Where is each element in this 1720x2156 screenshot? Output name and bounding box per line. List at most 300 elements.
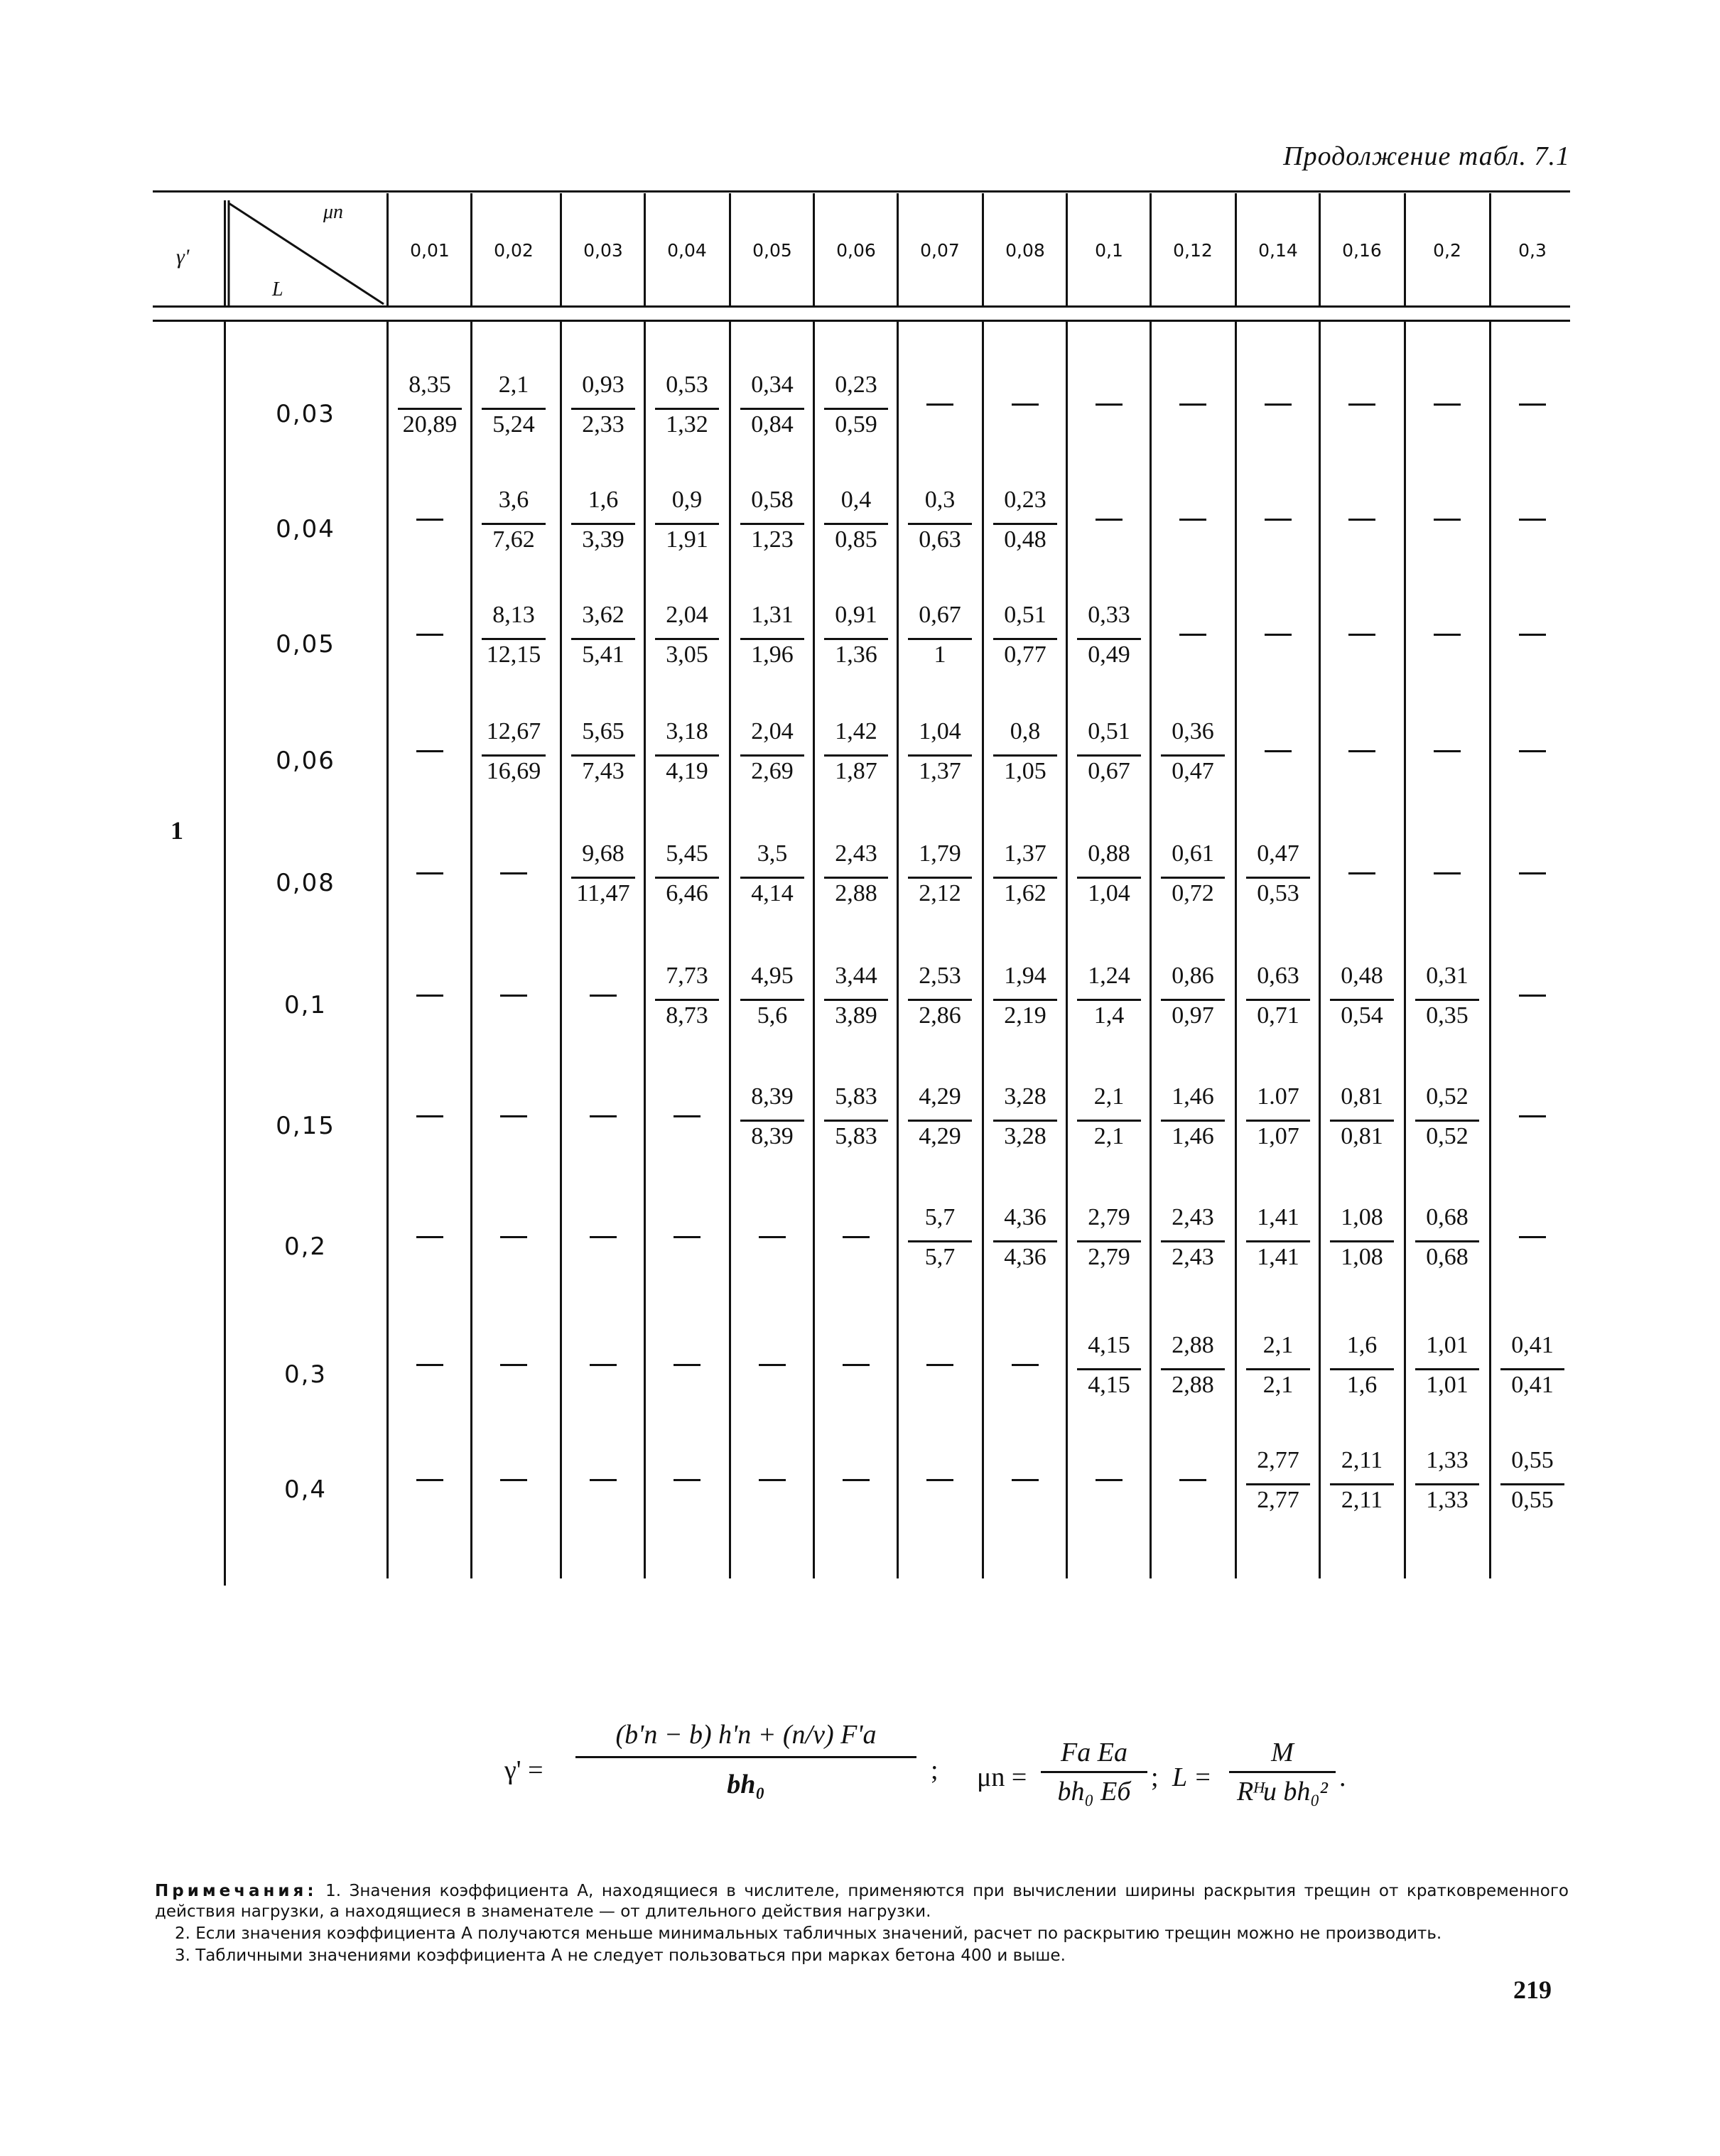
cell-numerator: 0,91 <box>835 602 877 628</box>
cell-fraction-bar <box>1161 1240 1225 1242</box>
empty-dash <box>416 519 443 521</box>
cell-fraction-bar <box>482 638 546 640</box>
cell-denominator: 2,19 <box>1004 1002 1046 1029</box>
table-cell <box>898 715 982 800</box>
table-cell <box>561 368 645 453</box>
cell-numerator: 3,6 <box>498 487 529 513</box>
empty-dash <box>926 1364 953 1366</box>
table-cell <box>898 837 982 922</box>
cell-fraction-bar <box>740 638 804 640</box>
cell-numerator: 0,31 <box>1426 963 1469 989</box>
table-cell <box>1236 1201 1320 1286</box>
cell-fraction-bar <box>1077 1120 1141 1122</box>
column-rule <box>224 321 226 1586</box>
table-cell <box>1320 1328 1404 1414</box>
cell-fraction-bar <box>993 754 1057 757</box>
empty-dash <box>1434 403 1461 406</box>
table-cell <box>1405 1080 1489 1165</box>
table-cell <box>1151 1443 1235 1529</box>
cell-numerator: 1,37 <box>1004 840 1046 867</box>
cell-numerator: 1,01 <box>1426 1332 1469 1358</box>
L-fraction-bar <box>1229 1771 1336 1773</box>
empty-dash <box>416 1236 443 1238</box>
cell-numerator: 7,73 <box>666 963 708 989</box>
table-cell <box>814 483 898 568</box>
note-3: 3. Табличными значениями коэффициента A не следует пользоваться при марках бетона 400 и выше. <box>175 1946 1066 1965</box>
cell-numerator: 4,29 <box>919 1083 961 1110</box>
table-cell <box>1151 1080 1235 1165</box>
cell-fraction-bar <box>1246 1483 1310 1485</box>
mu-lhs: μn = <box>977 1762 1027 1792</box>
cell-denominator: 3,89 <box>835 1002 877 1029</box>
table-cell <box>814 598 898 683</box>
cell-denominator: 0,81 <box>1341 1123 1383 1149</box>
empty-dash <box>1519 403 1546 406</box>
cell-denominator: 0,52 <box>1426 1123 1469 1149</box>
table-cell <box>1320 715 1404 800</box>
cell-numerator: 2,04 <box>666 602 708 628</box>
table-cell <box>1491 959 1574 1044</box>
cell-numerator: 1,42 <box>835 718 877 744</box>
column-rule <box>1150 193 1152 305</box>
cell-fraction-bar <box>1077 1240 1141 1242</box>
corner-diagonal <box>226 200 386 307</box>
column-header: 0,08 <box>1005 240 1045 261</box>
empty-dash <box>500 1479 527 1481</box>
cell-fraction-bar <box>482 408 546 410</box>
empty-dash <box>1348 403 1375 406</box>
cell-denominator: 0,47 <box>1172 758 1214 784</box>
table-cell <box>814 959 898 1044</box>
table-cell <box>814 715 898 800</box>
cell-denominator: 1,23 <box>751 526 794 553</box>
cell-numerator: 0,47 <box>1257 840 1299 867</box>
table-cell <box>472 598 556 683</box>
empty-dash <box>1012 1364 1039 1366</box>
empty-dash <box>500 995 527 997</box>
cell-denominator: 1,6 <box>1346 1372 1378 1398</box>
table-cell <box>730 837 814 922</box>
cell-denominator: 0,55 <box>1511 1487 1554 1513</box>
L-lhs: L = <box>1172 1762 1212 1792</box>
notes <box>155 1881 1569 1968</box>
cell-numerator: 0,4 <box>840 487 872 513</box>
cell-numerator: 2,1 <box>1262 1332 1294 1358</box>
cell-denominator: 0,53 <box>1257 880 1299 906</box>
table-cell <box>388 1328 472 1414</box>
column-rule <box>982 193 984 305</box>
table-cell <box>1236 837 1320 922</box>
row-label-L: 0,15 <box>276 1112 335 1140</box>
cell-fraction-bar <box>824 1120 888 1122</box>
cell-denominator: 7,43 <box>582 758 624 784</box>
cell-denominator: 0,77 <box>1004 641 1046 668</box>
cell-numerator: 1.07 <box>1257 1083 1299 1110</box>
empty-dash <box>674 1236 701 1238</box>
table-cell <box>1067 959 1151 1044</box>
table-cell <box>1491 1328 1574 1414</box>
table-cell <box>1320 837 1404 922</box>
table-cell <box>983 598 1067 683</box>
empty-dash <box>1519 519 1546 521</box>
empty-dash <box>759 1479 786 1481</box>
cell-denominator: 1,05 <box>1004 758 1046 784</box>
cell-denominator: 0,48 <box>1004 526 1046 553</box>
cell-numerator: 3,62 <box>582 602 624 628</box>
cell-denominator: 1,01 <box>1426 1372 1469 1398</box>
cell-denominator: 0,71 <box>1257 1002 1299 1029</box>
cell-fraction-bar <box>1246 877 1310 879</box>
cell-denominator: 11,47 <box>576 880 630 906</box>
cell-fraction-bar <box>398 408 462 410</box>
table-cell <box>388 598 472 683</box>
table-cell <box>814 837 898 922</box>
table-cell <box>1320 483 1404 568</box>
cell-denominator: 0,54 <box>1341 1002 1383 1029</box>
table-cell <box>1320 1201 1404 1286</box>
column-header: 0,07 <box>920 240 960 261</box>
cell-numerator: 12,67 <box>486 718 541 744</box>
table-cell <box>814 368 898 453</box>
cell-denominator: 8,73 <box>666 1002 708 1029</box>
table-cell <box>1067 1201 1151 1286</box>
cell-denominator: 2,79 <box>1088 1244 1130 1270</box>
empty-dash <box>1012 403 1039 406</box>
cell-numerator: 0,63 <box>1257 963 1299 989</box>
table-cell <box>645 1328 729 1414</box>
empty-dash <box>416 750 443 752</box>
separator-2: ; <box>1151 1762 1159 1792</box>
empty-dash <box>590 1115 617 1117</box>
table-cell <box>1491 837 1574 922</box>
cell-fraction-bar <box>571 408 635 410</box>
table-cell <box>1320 1443 1404 1529</box>
cell-fraction-bar <box>1161 877 1225 879</box>
cell-fraction-bar <box>740 877 804 879</box>
notes-label: Примечания: <box>155 1882 318 1900</box>
cell-fraction-bar <box>1330 1368 1394 1370</box>
cell-numerator: 8,39 <box>751 1083 794 1110</box>
empty-dash <box>1265 634 1292 636</box>
table-cell <box>472 368 556 453</box>
empty-dash <box>1519 750 1546 752</box>
cell-denominator: 1,91 <box>666 526 708 553</box>
cell-numerator: 0,36 <box>1172 718 1214 744</box>
cell-denominator: 2,43 <box>1172 1244 1214 1270</box>
table-cell <box>561 598 645 683</box>
table-cell <box>561 1080 645 1165</box>
cell-numerator: 0,53 <box>666 372 708 398</box>
cell-denominator: 3,39 <box>582 526 624 553</box>
formula <box>405 1705 1346 1833</box>
cell-denominator: 2,77 <box>1257 1487 1299 1513</box>
cell-numerator: 9,68 <box>582 840 624 867</box>
cell-numerator: 0,23 <box>1004 487 1046 513</box>
cell-fraction-bar <box>1161 754 1225 757</box>
cell-fraction-bar <box>1077 754 1141 757</box>
cell-fraction-bar <box>908 523 972 525</box>
cell-denominator: 1,4 <box>1093 1002 1125 1029</box>
column-rule <box>644 193 646 305</box>
empty-dash <box>1179 519 1206 521</box>
cell-numerator: 0,8 <box>1010 718 1041 744</box>
cell-numerator: 1,6 <box>588 487 619 513</box>
column-header: 0,12 <box>1173 240 1213 261</box>
table-cell <box>814 1201 898 1286</box>
cell-numerator: 4,36 <box>1004 1204 1046 1230</box>
mu-denominator: bh₀ Eб <box>1057 1777 1131 1806</box>
table-cell <box>983 1328 1067 1414</box>
table-cell <box>1236 368 1320 453</box>
cell-numerator: 3,5 <box>757 840 788 867</box>
table-cell <box>730 1080 814 1165</box>
column-rule <box>729 193 731 305</box>
cell-numerator: 2,1 <box>1093 1083 1125 1110</box>
column-header: 0,02 <box>494 240 534 261</box>
cell-denominator: 0,35 <box>1426 1002 1469 1029</box>
cell-fraction-bar <box>655 754 719 757</box>
cell-fraction-bar <box>1246 1120 1310 1122</box>
empty-dash <box>1519 995 1546 997</box>
table-cell <box>645 1080 729 1165</box>
cell-numerator: 0,88 <box>1088 840 1130 867</box>
empty-dash <box>1265 750 1292 752</box>
cell-denominator: 1,41 <box>1257 1244 1299 1270</box>
table-cell <box>1405 837 1489 922</box>
table-cell <box>388 483 472 568</box>
table-cell <box>472 1328 556 1414</box>
cell-denominator: 6,46 <box>666 880 708 906</box>
column-header: 0,2 <box>1433 240 1461 261</box>
cell-denominator: 8,39 <box>751 1123 794 1149</box>
table-cell <box>1236 1443 1320 1529</box>
table-cell <box>388 959 472 1044</box>
cell-numerator: 2,43 <box>835 840 877 867</box>
table-cell <box>1405 715 1489 800</box>
table-cell <box>1236 959 1320 1044</box>
cell-numerator: 0,41 <box>1511 1332 1554 1358</box>
column-header: 0,3 <box>1518 240 1547 261</box>
cell-fraction-bar <box>571 638 635 640</box>
cell-fraction-bar <box>1077 638 1141 640</box>
cell-numerator: 0,34 <box>751 372 794 398</box>
table-cell <box>898 1328 982 1414</box>
table-cell <box>1067 1328 1151 1414</box>
table-top-rule <box>153 190 1570 193</box>
row-label-L: 0,04 <box>276 515 335 543</box>
cell-numerator: 3,28 <box>1004 1083 1046 1110</box>
cell-numerator: 0,52 <box>1426 1083 1469 1110</box>
cell-numerator: 3,44 <box>835 963 877 989</box>
formula-end: . <box>1339 1762 1346 1792</box>
table-cell <box>898 1080 982 1165</box>
table-cell <box>1067 715 1151 800</box>
cell-numerator: 0,23 <box>835 372 877 398</box>
cell-fraction-bar <box>482 754 546 757</box>
table-cell <box>645 598 729 683</box>
cell-fraction-bar <box>740 754 804 757</box>
cell-numerator: 0,93 <box>582 372 624 398</box>
cell-fraction-bar <box>655 999 719 1001</box>
cell-numerator: 1,46 <box>1172 1083 1214 1110</box>
cell-fraction-bar <box>740 999 804 1001</box>
cell-fraction-bar <box>1415 1483 1479 1485</box>
table-cell <box>730 1201 814 1286</box>
empty-dash <box>416 872 443 874</box>
cell-denominator: 5,24 <box>492 411 535 438</box>
empty-dash <box>926 403 953 406</box>
table-cell <box>1067 368 1151 453</box>
table-cell <box>1151 837 1235 922</box>
cell-numerator: 0,81 <box>1341 1083 1383 1110</box>
mu-fraction-bar <box>1041 1771 1147 1773</box>
empty-dash <box>1096 519 1123 521</box>
row-label-L: 0,3 <box>283 1360 328 1389</box>
cell-numerator: 2,88 <box>1172 1332 1214 1358</box>
column-header: 0,06 <box>836 240 876 261</box>
cell-fraction-bar <box>1246 999 1310 1001</box>
table-cell <box>898 483 982 568</box>
cell-denominator: 0,49 <box>1088 641 1130 668</box>
cell-numerator: 2,43 <box>1172 1204 1214 1230</box>
table-cell <box>730 368 814 453</box>
cell-fraction-bar <box>1246 1368 1310 1370</box>
note-1-text: 1. Значения коэффициента A, находящиеся в числителе, применяются при вычислении ширины раскрытия трещин от кратковременного действия нагрузки, а находящиеся в знаменателе — от длительного действия нагрузки. <box>155 1882 1569 1921</box>
cell-numerator: 0,48 <box>1341 963 1383 989</box>
table-cell <box>561 837 645 922</box>
cell-denominator: 1,96 <box>751 641 794 668</box>
table-cell <box>472 483 556 568</box>
cell-fraction-bar <box>740 523 804 525</box>
cell-fraction-bar <box>1330 999 1394 1001</box>
table-cell <box>561 1328 645 1414</box>
cell-denominator: 1,37 <box>919 758 961 784</box>
empty-dash <box>1348 872 1375 874</box>
table-cell <box>561 483 645 568</box>
cell-numerator: 2,79 <box>1088 1204 1130 1230</box>
table-cell <box>814 1328 898 1414</box>
cell-numerator: 0,33 <box>1088 602 1130 628</box>
cell-denominator: 4,14 <box>751 880 794 906</box>
cell-fraction-bar <box>1077 1368 1141 1370</box>
empty-dash <box>500 872 527 874</box>
cell-fraction-bar <box>993 638 1057 640</box>
cell-numerator: 1,24 <box>1088 963 1130 989</box>
cell-numerator: 3,18 <box>666 718 708 744</box>
cell-fraction-bar <box>571 523 635 525</box>
empty-dash <box>1434 750 1461 752</box>
table-cell <box>983 1201 1067 1286</box>
gamma-fraction-bar <box>575 1756 916 1758</box>
table-cell <box>1405 959 1489 1044</box>
table-cell <box>730 483 814 568</box>
empty-dash <box>1179 403 1206 406</box>
table-cell <box>1491 1443 1574 1529</box>
table-cell <box>1151 368 1235 453</box>
table-cell <box>645 483 729 568</box>
cell-denominator: 2,33 <box>582 411 624 438</box>
empty-dash <box>759 1364 786 1366</box>
empty-dash <box>1179 1479 1206 1481</box>
table-cell <box>983 368 1067 453</box>
empty-dash <box>1265 403 1292 406</box>
table-cell <box>645 1201 729 1286</box>
cell-fraction-bar <box>824 877 888 879</box>
column-header: 0,1 <box>1095 240 1123 261</box>
cell-denominator: 5,41 <box>582 641 624 668</box>
page-number: 219 <box>1513 1976 1552 2004</box>
cell-fraction-bar <box>824 523 888 525</box>
empty-dash <box>590 1479 617 1481</box>
cell-numerator: 0,9 <box>671 487 703 513</box>
empty-dash <box>590 1364 617 1366</box>
table-cell <box>898 959 982 1044</box>
table-cell <box>561 959 645 1044</box>
table-cell <box>388 1201 472 1286</box>
cell-denominator: 0,85 <box>835 526 877 553</box>
table-cell <box>1491 1201 1574 1286</box>
cell-numerator: 0,51 <box>1004 602 1046 628</box>
table-cell <box>1405 483 1489 568</box>
table-cell <box>814 1443 898 1529</box>
table-cell <box>1405 368 1489 453</box>
cell-fraction-bar <box>1330 1120 1394 1122</box>
cell-fraction-bar <box>824 999 888 1001</box>
cell-fraction-bar <box>1161 999 1225 1001</box>
table-cell <box>645 959 729 1044</box>
cell-fraction-bar <box>1415 1368 1479 1370</box>
cell-denominator: 1,32 <box>666 411 708 438</box>
cell-fraction-bar <box>740 1120 804 1122</box>
table-cell <box>1151 959 1235 1044</box>
table-cell <box>645 837 729 922</box>
cell-fraction-bar <box>655 408 719 410</box>
column-header: 0,01 <box>410 240 450 261</box>
empty-dash <box>1012 1479 1039 1481</box>
table-cell <box>1320 598 1404 683</box>
table-cell <box>1491 715 1574 800</box>
cell-fraction-bar <box>1077 999 1141 1001</box>
cell-fraction-bar <box>571 754 635 757</box>
gamma-prime-heading: γ' <box>176 245 190 269</box>
cell-denominator: 4,19 <box>666 758 708 784</box>
column-rule <box>1235 193 1237 305</box>
cell-fraction-bar <box>993 999 1057 1001</box>
cell-fraction-bar <box>908 1120 972 1122</box>
table-cell <box>730 598 814 683</box>
row-label-L: 0,05 <box>276 630 335 659</box>
empty-dash <box>843 1236 870 1238</box>
cell-numerator: 1,79 <box>919 840 961 867</box>
empty-dash <box>1519 872 1546 874</box>
empty-dash <box>674 1479 701 1481</box>
cell-numerator: 0,68 <box>1426 1204 1469 1230</box>
row-label-L: 0,4 <box>283 1475 328 1504</box>
row-label-L: 0,1 <box>283 991 328 1019</box>
cell-fraction-bar <box>908 638 972 640</box>
empty-dash <box>500 1364 527 1366</box>
table-cell <box>1151 598 1235 683</box>
cell-denominator: 2,88 <box>1172 1372 1214 1398</box>
table-cell <box>1236 483 1320 568</box>
cell-fraction-bar <box>993 1120 1057 1122</box>
table-cell <box>1491 598 1574 683</box>
empty-dash <box>926 1479 953 1481</box>
table-cell <box>1491 483 1574 568</box>
cell-fraction-bar <box>1077 877 1141 879</box>
empty-dash <box>1348 634 1375 636</box>
cell-denominator: 16,69 <box>486 758 541 784</box>
